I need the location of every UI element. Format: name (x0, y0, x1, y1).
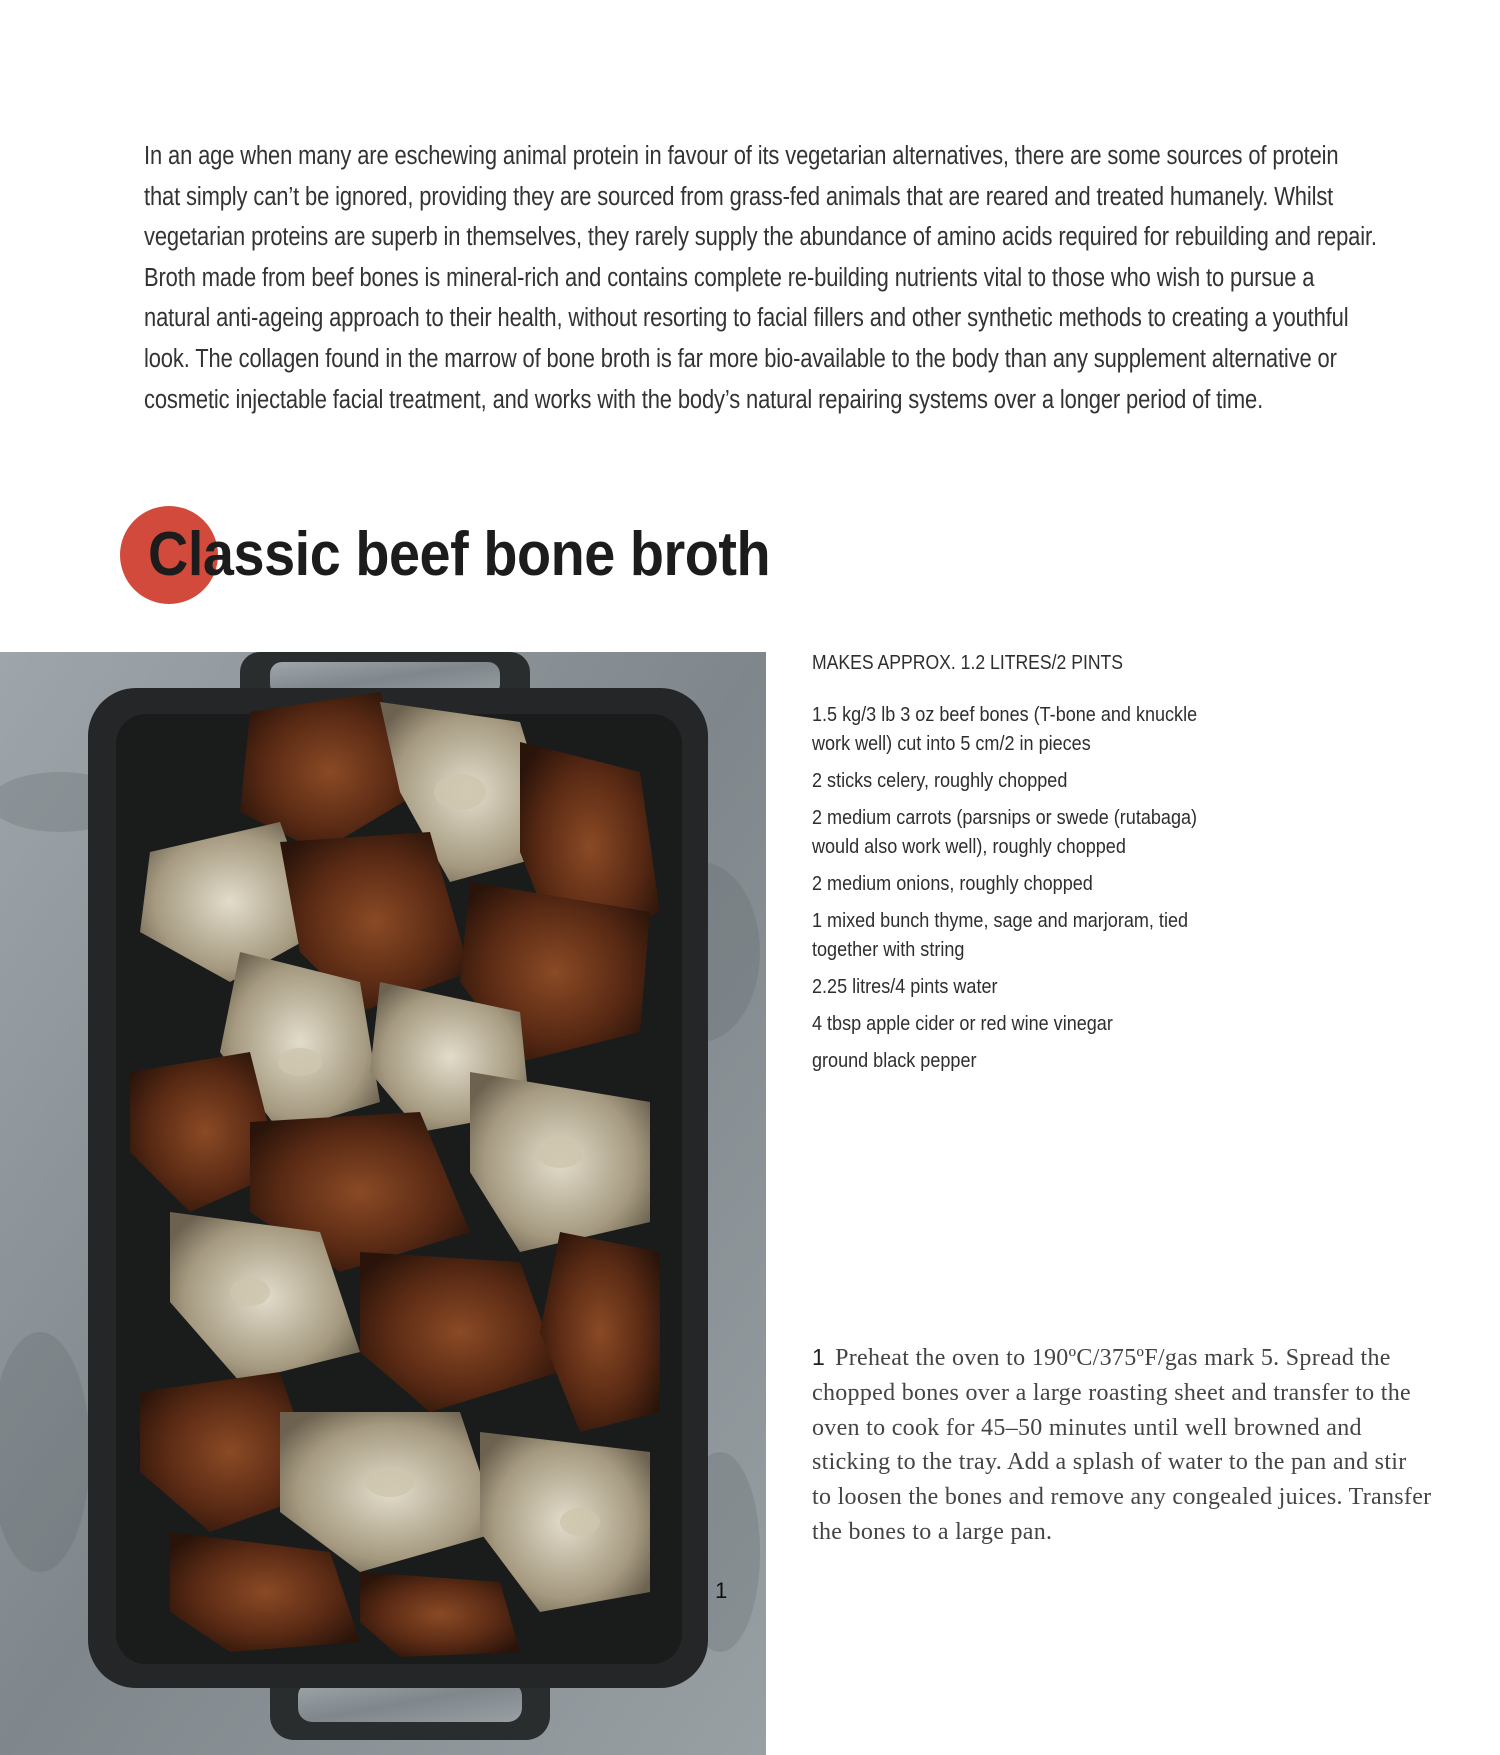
ingredient-item: 2 sticks celery, roughly chopped (812, 769, 1068, 792)
roasting-tray-illustration (0, 652, 766, 1755)
ingredient-item: 4 tbsp apple cider or red wine vinegar (812, 1012, 1113, 1035)
recipe-yield: MAKES APPROX. 1.2 LITRES/2 PINTS (812, 652, 1124, 674)
ingredient-item: ground black pepper (812, 1049, 977, 1072)
ingredient-item: 2 medium carrots (parsnips or swede (rutabaga) would also work well), roughly chopped (812, 806, 1198, 858)
ingredient-item: 1.5 kg/3 lb 3 oz beef bones (T-bone and knuckle work well) cut into 5 cm/2 in pieces (812, 703, 1198, 755)
recipe-title-block (120, 506, 771, 606)
method-step (812, 1340, 1432, 1550)
ingredients-list (812, 700, 1227, 1083)
step-text: Preheat the oven to 190ºC/375ºF/gas mark 5. Spread the chopped bones over a large roasting sheet and transfer to the oven to cook for 45–50 minutes until well browned and sticking to the tray. Add a splash of water to the pan and stir to loosen the bones and remove any congealed juices. Transfer the bones to a large pan. (812, 1345, 1432, 1545)
ingredient-item: 2.25 litres/4 pints water (812, 975, 998, 998)
ingredient-item: 2 medium onions, roughly chopped (812, 872, 1093, 895)
ingredient-item: 1 mixed bunch thyme, sage and marjoram, tied together with string (812, 909, 1189, 961)
recipe-title: Classic beef bone broth (148, 520, 771, 589)
step-number: 1 (812, 1344, 826, 1370)
step-photo-marker: 1 (715, 1578, 728, 1603)
roasted-bones-photo (0, 652, 766, 1755)
intro-paragraph: In an age when many are eschewing animal protein in favour of its vegetarian alternatives, there are some sources of protein that simply can’t be ignored, providing they are sourced from grass-fed animals that are reared and treated humanely. Whilst vegetarian proteins are superb in themselves, they rarely supply the abundance of amino acids required for rebuilding and repair. Broth made from beef bones is mineral-rich and contains complete re-building nutrients vital to those who wish to pursue a natural anti-ageing approach to their health, without resorting to facial fillers and other synthetic methods to creating a youthful look. The collagen found in the marrow of bone broth is far more bio-available to the body than any supplement alternative or cosmetic injectable facial treatment, and works with the body’s natural repairing systems over a longer period of time. (144, 142, 1377, 414)
